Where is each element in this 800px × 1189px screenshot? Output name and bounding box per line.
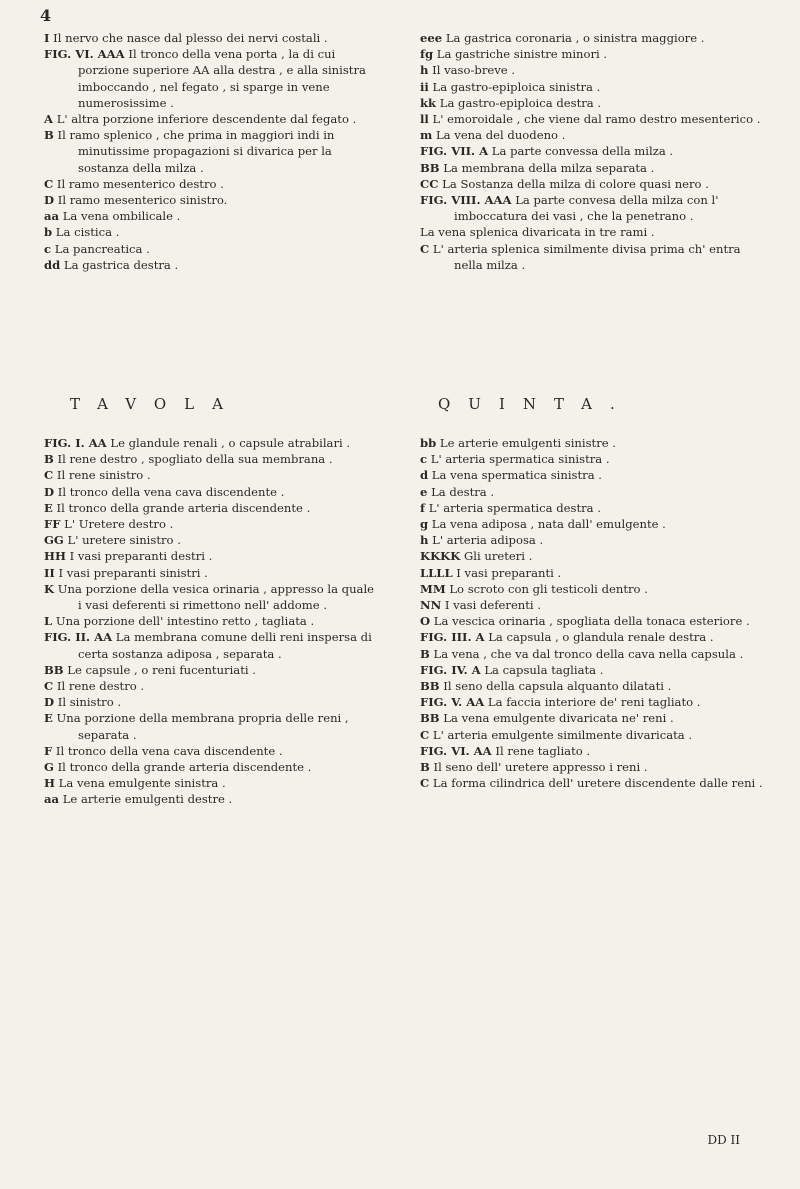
legend-entry xyxy=(410,484,770,500)
legend-key: h xyxy=(420,533,429,548)
legend-key: AA xyxy=(94,630,113,645)
legend-text: Il rene sinistro . xyxy=(56,468,151,483)
legend-text: La vescica orinaria , spogliata della tonaca esteriore . xyxy=(433,614,750,629)
figure-label: FIG. V. xyxy=(420,695,463,710)
legend-key: ii xyxy=(420,79,429,94)
top-right-column xyxy=(410,30,770,273)
legend-entry xyxy=(410,79,770,95)
legend-key: K xyxy=(44,581,55,596)
legend-key: E xyxy=(44,500,53,515)
legend-key: FF xyxy=(44,517,61,532)
legend-text: La gastro-epiploica sinistra . xyxy=(432,79,601,94)
legend-text: La cistica . xyxy=(55,225,120,240)
legend-text: L' arteria splenica similmente divisa prima ch' entra nella milza . xyxy=(432,241,741,272)
legend-key: CC xyxy=(420,176,439,191)
legend-key: C xyxy=(44,176,54,191)
legend-entry xyxy=(410,46,770,62)
legend-key: h xyxy=(420,63,429,78)
legend-text: Il tronco della vena porta , la di cui porzione superiore AA alla destra , e alla sinistra imboccando , nel fegato , si sparge in vene numerosissime . xyxy=(78,47,366,110)
legend-key: C xyxy=(44,679,54,694)
legend-key: HH xyxy=(44,549,66,564)
legend-text: L' altra porzione inferiore descendente dal fegato . xyxy=(56,112,357,127)
legend-text: L' emoroidale , che viene dal ramo destro mesenterico . xyxy=(432,112,761,127)
legend-text: Il rene tagliato . xyxy=(495,743,591,758)
legend-text: La gastrica destra . xyxy=(63,257,179,272)
legend-key: O xyxy=(420,614,431,629)
legend-entry xyxy=(34,516,379,532)
legend-key: L xyxy=(44,614,53,629)
legend-entry xyxy=(410,775,770,791)
legend-text: Il seno della capsula alquanto dilatati . xyxy=(443,679,672,694)
legend-text: La vena emulgente divaricata ne' reni . xyxy=(443,711,674,726)
legend-key: F xyxy=(44,743,53,758)
legend-key: m xyxy=(420,128,433,143)
legend-text: Le arterie emulgenti sinistre . xyxy=(439,436,616,450)
legend-key: C xyxy=(44,468,54,483)
legend-key: AAA xyxy=(484,193,512,208)
legend-text: Il ramo mesenterico sinistro. xyxy=(57,193,228,208)
legend-entry xyxy=(34,532,379,548)
legend-key: bb xyxy=(420,436,437,450)
legend-text: Le capsule , o reni fucenturiati . xyxy=(67,662,256,677)
legend-entry xyxy=(410,30,770,46)
legend-text: La forma cilindrica dell' uretere discendente dalle reni . xyxy=(432,776,763,791)
legend-key: ll xyxy=(420,112,429,127)
legend-entry xyxy=(410,467,770,483)
legend-entry xyxy=(34,629,379,661)
figure-label: FIG. VIII. xyxy=(420,193,481,208)
legend-key: II xyxy=(44,565,55,580)
legend-text: Il sinistro . xyxy=(57,695,122,710)
legend-text: Il vaso-breve . xyxy=(432,63,516,78)
legend-text: La parte convessa della milza . xyxy=(491,144,674,159)
legend-key: B xyxy=(44,128,54,143)
legend-key: fg xyxy=(420,47,434,62)
legend-text: Una porzione della membrana propria delle reni , separata . xyxy=(56,711,349,742)
figure-label: FIG. VI. xyxy=(420,743,470,758)
legend-key: aa xyxy=(44,792,60,807)
legend-text: Il rene destro . xyxy=(56,679,145,694)
legend-entry xyxy=(34,241,379,257)
legend-entry xyxy=(34,662,379,678)
bottom-left-column xyxy=(34,435,379,808)
legend-text: La capsula , o glandula renale destra . xyxy=(488,630,714,645)
legend-text: La gastriche sinistre minori . xyxy=(436,47,608,62)
legend-entry xyxy=(34,548,379,564)
legend-key: C xyxy=(420,727,430,742)
legend-text: Il tronco della grande arteria discendente . xyxy=(56,500,311,515)
section-title-quinta: QUINTA. xyxy=(438,395,633,413)
legend-text: Le glandule renali , o capsule atrabilari . xyxy=(110,436,351,450)
figure-label: FIG. II. xyxy=(44,630,91,645)
legend-key: D xyxy=(44,695,55,710)
legend-entry xyxy=(410,451,770,467)
legend-entry xyxy=(34,791,379,807)
legend-text: Il nervo che nasce dal plesso dei nervi costali . xyxy=(53,31,328,45)
legend-text: L' arteria adiposa . xyxy=(432,533,544,548)
section-title-tavola: TAVOLA xyxy=(70,395,241,413)
legend-key: C xyxy=(420,776,430,791)
legend-entry xyxy=(410,111,770,127)
legend-entry xyxy=(410,646,770,662)
legend-key: H xyxy=(44,776,55,791)
legend-key: GG xyxy=(44,533,64,548)
legend-text: La membrana della milza separata . xyxy=(443,160,655,175)
legend-text: Le arterie emulgenti destre . xyxy=(62,792,233,807)
legend-entry xyxy=(34,224,379,240)
legend-text: Il tronco della vena cava discendente . xyxy=(57,484,285,499)
legend-entry xyxy=(410,62,770,78)
legend-key: A xyxy=(471,662,481,677)
legend-key: D xyxy=(44,484,55,499)
legend-key: BB xyxy=(44,662,64,677)
legend-text: L' arteria spermatica sinistra . xyxy=(430,452,610,467)
legend-key: C xyxy=(420,241,430,256)
legend-text: L' Uretere destro . xyxy=(64,517,174,532)
legend-entry xyxy=(34,694,379,710)
legend-text: La gastro-epiploica destra . xyxy=(439,95,602,110)
legend-entry xyxy=(34,467,379,483)
legend-text: I vasi preparanti destri . xyxy=(69,549,213,564)
legend-text: Il seno dell' uretere appresso i reni . xyxy=(433,760,648,775)
legend-entry xyxy=(410,662,770,678)
legend-text: La Sostanza della milza di colore quasi nero . xyxy=(442,176,709,191)
legend-entry xyxy=(410,435,770,451)
legend-entry xyxy=(410,565,770,581)
legend-key: G xyxy=(44,760,54,775)
legend-text: La parte convesa della milza con l' imboccatura dei vasi , che la penetrano . xyxy=(454,193,719,224)
legend-entry xyxy=(410,629,770,645)
legend-text: La capsula tagliata . xyxy=(484,662,604,677)
legend-entry xyxy=(34,613,379,629)
legend-key: B xyxy=(44,452,54,467)
legend-entry xyxy=(34,451,379,467)
legend-entry xyxy=(410,241,770,273)
legend-entry xyxy=(410,743,770,759)
legend-entry xyxy=(410,548,770,564)
legend-key: kk xyxy=(420,95,437,110)
legend-entry xyxy=(34,192,379,208)
legend-key: A xyxy=(479,144,489,159)
legend-entry xyxy=(410,516,770,532)
legend-entry xyxy=(410,710,770,726)
top-left-column xyxy=(34,30,379,273)
legend-key: aa xyxy=(44,209,60,224)
legend-text: La vena ombilicale . xyxy=(62,209,181,224)
legend-entry xyxy=(34,257,379,273)
legend-entry xyxy=(410,678,770,694)
legend-key: b xyxy=(44,225,53,240)
legend-text: Una porzione dell' intestino retto , tagliata . xyxy=(55,614,315,629)
legend-entry xyxy=(34,46,379,111)
legend-key: AA xyxy=(466,695,485,710)
legend-entry xyxy=(34,484,379,500)
legend-entry xyxy=(410,176,770,192)
legend-entry xyxy=(410,500,770,516)
legend-key: d xyxy=(420,468,429,483)
legend-entry xyxy=(34,500,379,516)
legend-text: La pancreatica . xyxy=(54,241,150,256)
legend-text: L' uretere sinistro . xyxy=(67,533,181,548)
legend-entry xyxy=(410,613,770,629)
legend-entry xyxy=(34,759,379,775)
legend-entry xyxy=(34,208,379,224)
legend-text: Gli ureteri . xyxy=(464,549,533,564)
legend-entry xyxy=(34,176,379,192)
legend-entry xyxy=(34,111,379,127)
legend-text: Lo scroto con gli testicoli dentro . xyxy=(449,581,648,596)
legend-text: Il tronco della grande arteria discendente . xyxy=(57,760,312,775)
bottom-right-column xyxy=(410,435,770,791)
legend-entry xyxy=(410,581,770,597)
legend-key: A xyxy=(44,112,53,127)
legend-entry xyxy=(34,678,379,694)
legend-entry xyxy=(34,435,379,451)
legend-text: La vena del duodeno . xyxy=(435,128,566,143)
legend-text: Il ramo mesenterico destro . xyxy=(56,176,224,191)
legend-text: La vena spermatica sinistra . xyxy=(431,468,602,483)
legend-entry xyxy=(410,532,770,548)
legend-key: B xyxy=(420,646,430,661)
legend-entry xyxy=(34,565,379,581)
legend-key: KKKK xyxy=(420,549,461,564)
figure-label: FIG. III. xyxy=(420,630,472,645)
legend-key: D xyxy=(44,193,55,208)
page-number: 4 xyxy=(40,6,52,25)
legend-entry xyxy=(410,143,770,159)
legend-text: L' arteria spermatica destra . xyxy=(428,500,601,515)
legend-entry xyxy=(410,192,770,224)
legend-entry xyxy=(410,95,770,111)
legend-key: c xyxy=(44,241,52,256)
legend-text: I vasi deferenti . xyxy=(444,598,542,613)
legend-key: BB xyxy=(420,711,440,726)
legend-text: I vasi preparanti sinistri . xyxy=(58,565,208,580)
legend-text: Una porzione della vesica orinaria , appresso la quale i vasi deferenti si rimettono nell' addome . xyxy=(57,581,375,613)
legend-key: A xyxy=(475,630,485,645)
legend-key: NN xyxy=(420,598,442,613)
figure-label: FIG. I. xyxy=(44,436,85,450)
legend-text: La vena adiposa , nata dall' emulgente . xyxy=(431,517,666,532)
legend-entry xyxy=(410,694,770,710)
legend-text: I vasi preparanti . xyxy=(456,565,562,580)
legend-entry xyxy=(34,127,379,176)
legend-key: AA xyxy=(473,743,492,758)
legend-text: La vena emulgente sinistra . xyxy=(58,776,226,791)
legend-text: Il rene destro , spogliato della sua membrana . xyxy=(57,452,333,467)
legend-entry xyxy=(410,597,770,613)
legend-text: L' arteria emulgente similmente divaricata . xyxy=(432,727,693,742)
legend-text: La vena , che va dal tronco della cava nella capsula . xyxy=(433,646,744,661)
legend-key: g xyxy=(420,517,429,532)
legend-key: AAA xyxy=(97,47,125,62)
legend-key: f xyxy=(420,500,425,515)
legend-key: BB xyxy=(420,679,440,694)
legend-entry xyxy=(34,710,379,742)
legend-entry xyxy=(34,581,379,613)
legend-key: B xyxy=(420,760,430,775)
legend-entry xyxy=(34,743,379,759)
legend-entry xyxy=(410,727,770,743)
legend-key: MM xyxy=(420,581,446,596)
legend-entry xyxy=(34,775,379,791)
legend-entry xyxy=(410,759,770,775)
legend-key: BB xyxy=(420,160,440,175)
catchword: DD II xyxy=(707,1133,740,1147)
legend-key: dd xyxy=(44,257,61,272)
legend-text: La faccia interiore de' reni tagliato . xyxy=(487,695,701,710)
legend-text: La destra . xyxy=(431,484,495,499)
legend-entry xyxy=(34,30,379,46)
legend-text: La gastrica coronaria , o sinistra maggiore . xyxy=(445,31,705,45)
legend-key: LLLL xyxy=(420,565,453,580)
legend-text: Il tronco della vena cava discendente . xyxy=(55,743,283,758)
legend-key: E xyxy=(44,711,53,726)
legend-key: AA xyxy=(88,436,107,450)
legend-text: La vena splenica divaricata in tre rami . xyxy=(420,225,655,240)
legend-key: I xyxy=(44,31,50,45)
legend-key: c xyxy=(420,452,428,467)
legend-text: La membrana comune delli reni inspersa di certa sostanza adiposa , separata . xyxy=(78,630,372,661)
legend-key: e xyxy=(420,484,428,499)
figure-label: FIG. VII. xyxy=(420,144,476,159)
legend-entry xyxy=(410,224,770,240)
legend-entry xyxy=(410,160,770,176)
legend-text: Il ramo splenico , che prima in maggiori indi in minutissime propagazioni si divarica per la sostanza della milza . xyxy=(57,128,335,175)
figure-label: FIG. IV. xyxy=(420,662,468,677)
legend-entry xyxy=(410,127,770,143)
legend-key: eee xyxy=(420,31,443,45)
figure-label: FIG. VI. xyxy=(44,47,94,62)
